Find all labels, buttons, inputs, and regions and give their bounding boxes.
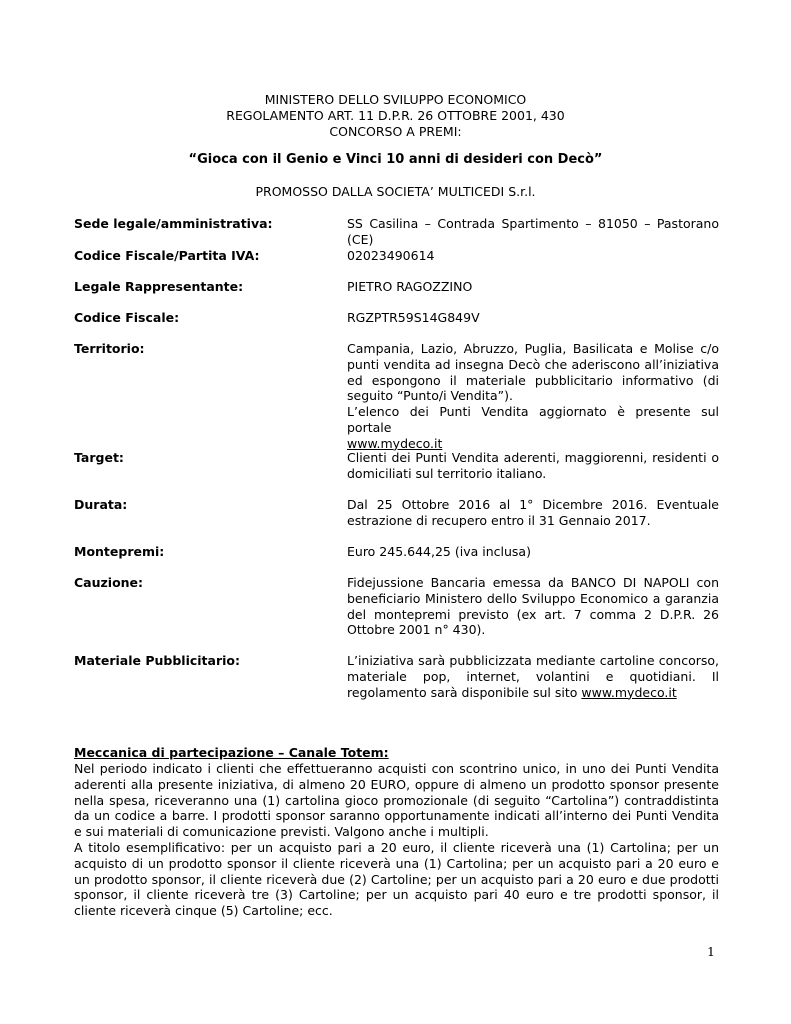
document-header <box>0 92 791 140</box>
materiale-text: L’iniziativa sarà pubblicizzata mediante cartoline concorso, materiale pop, internet, volantini e quotidiani. Il regolamento sarà disponibile sul sito <box>347 653 719 700</box>
field-value-cf-piva: 02023490614 <box>347 248 435 263</box>
mechanics-paragraph-1: Nel periodo indicato i clienti che effettueranno acquisti con scontrino unico, in uno dei Punti Vendita aderenti alla presente iniziativa, di almeno 20 EURO, oppure di almeno un prodotto sponsor presente nella spesa, riceveranno una (1) cartolina gioco promozionale (di seguito “Cartolina”) contraddistinta da un codice a barre. I prodotti sponsor saranno opportunamente indicati all’interno dei Punti Vendita e sui materiali di comunicazione previsti. Valgono anche i multipli. <box>74 761 719 840</box>
field-value-durata: Dal 25 Ottobre 2016 al 1° Dicembre 2016. Eventuale estrazione di recupero entro il 31 Gennaio 2017. <box>347 497 719 528</box>
contest-title: “Gioca con il Genio e Vinci 10 anni di desideri con Decò” <box>188 152 603 167</box>
field-label-territorio: Territorio: <box>74 341 145 356</box>
field-value-target: Clienti dei Punti Vendita aderenti, maggiorenni, residenti o domiciliati sul territorio italiano. <box>347 450 719 481</box>
field-value-sede: SS Casilina – Contrada Spartimento – 81050 – Pastorano (CE) <box>347 216 719 247</box>
mydeco-link-materiale[interactable]: www.mydeco.it <box>581 684 677 700</box>
field-value-cauzione: Fidejussione Bancaria emessa da BANCO DI NAPOLI con beneficiario Ministero dello Sviluppo Economico a garanzia del montepremi previsto (ex art. 7 comma 2 D.P.R. 26 Ottobre 2001 n° 430). <box>347 575 719 638</box>
header-regulation: REGOLAMENTO ART. 11 D.P.R. 26 OTTOBRE 2001, 430 <box>226 108 565 123</box>
field-value-cf: RGZPTR59S14G849V <box>347 310 480 325</box>
field-label-sede: Sede legale/amministrativa: <box>74 216 273 231</box>
mechanics-paragraph-2: A titolo esemplificativo: per un acquisto pari a 20 euro, il cliente riceverà una (1) Cartolina; per un acquisto di un prodotto sponsor il cliente riceverà una (1) Cartolina; per un acquisto pari a 20 euro e un prodotto sponsor, il cliente riceverà due (2) Cartoline; per un acquisto pari a 20 euro e due prodotti sponsor, il cliente riceverà tre (3) Cartoline; per un acquisto pari 40 euro e tre prodotti sponsor, il cliente riceverà cinque (5) Cartoline; ecc. <box>74 839 719 919</box>
header-contest-type: CONCORSO A PREMI: <box>329 124 462 139</box>
mydeco-link-territorio[interactable]: www.mydeco.it <box>347 435 443 451</box>
page-number: 1 <box>707 944 715 959</box>
section-title-mechanics: Meccanica di partecipazione – Canale Totem: <box>74 745 389 760</box>
field-value-montepremi: Euro 245.644,25 (iva inclusa) <box>347 544 531 559</box>
field-label-cf-piva: Codice Fiscale/Partita IVA: <box>74 248 260 263</box>
territorio-text: Campania, Lazio, Abruzzo, Puglia, Basilicata e Molise c/o punti vendita ad insegna Decò che aderiscono all’iniziativa ed espongono il materiale pubblicitario informativo (di seguito “Punto/i Vendita”). <box>347 341 719 404</box>
field-value-territorio <box>347 341 719 452</box>
territorio-list-note: L’elenco dei Punti Vendita aggiornato è presente sul portale <box>347 404 719 435</box>
field-value-materiale <box>347 653 719 700</box>
promoted-by: PROMOSSO DALLA SOCIETA’ MULTICEDI S.r.l. <box>255 184 536 199</box>
field-label-legale: Legale Rappresentante: <box>74 279 244 294</box>
mechanics-body <box>74 761 719 919</box>
field-label-materiale: Materiale Pubblicitario: <box>74 653 240 668</box>
field-label-durata: Durata: <box>74 497 128 512</box>
field-label-cauzione: Cauzione: <box>74 575 144 590</box>
field-label-cf: Codice Fiscale: <box>74 310 180 325</box>
field-label-target: Target: <box>74 450 124 465</box>
field-label-montepremi: Montepremi: <box>74 544 165 559</box>
field-value-legale: PIETRO RAGOZZINO <box>347 279 473 294</box>
header-ministry: MINISTERO DELLO SVILUPPO ECONOMICO <box>264 92 527 107</box>
